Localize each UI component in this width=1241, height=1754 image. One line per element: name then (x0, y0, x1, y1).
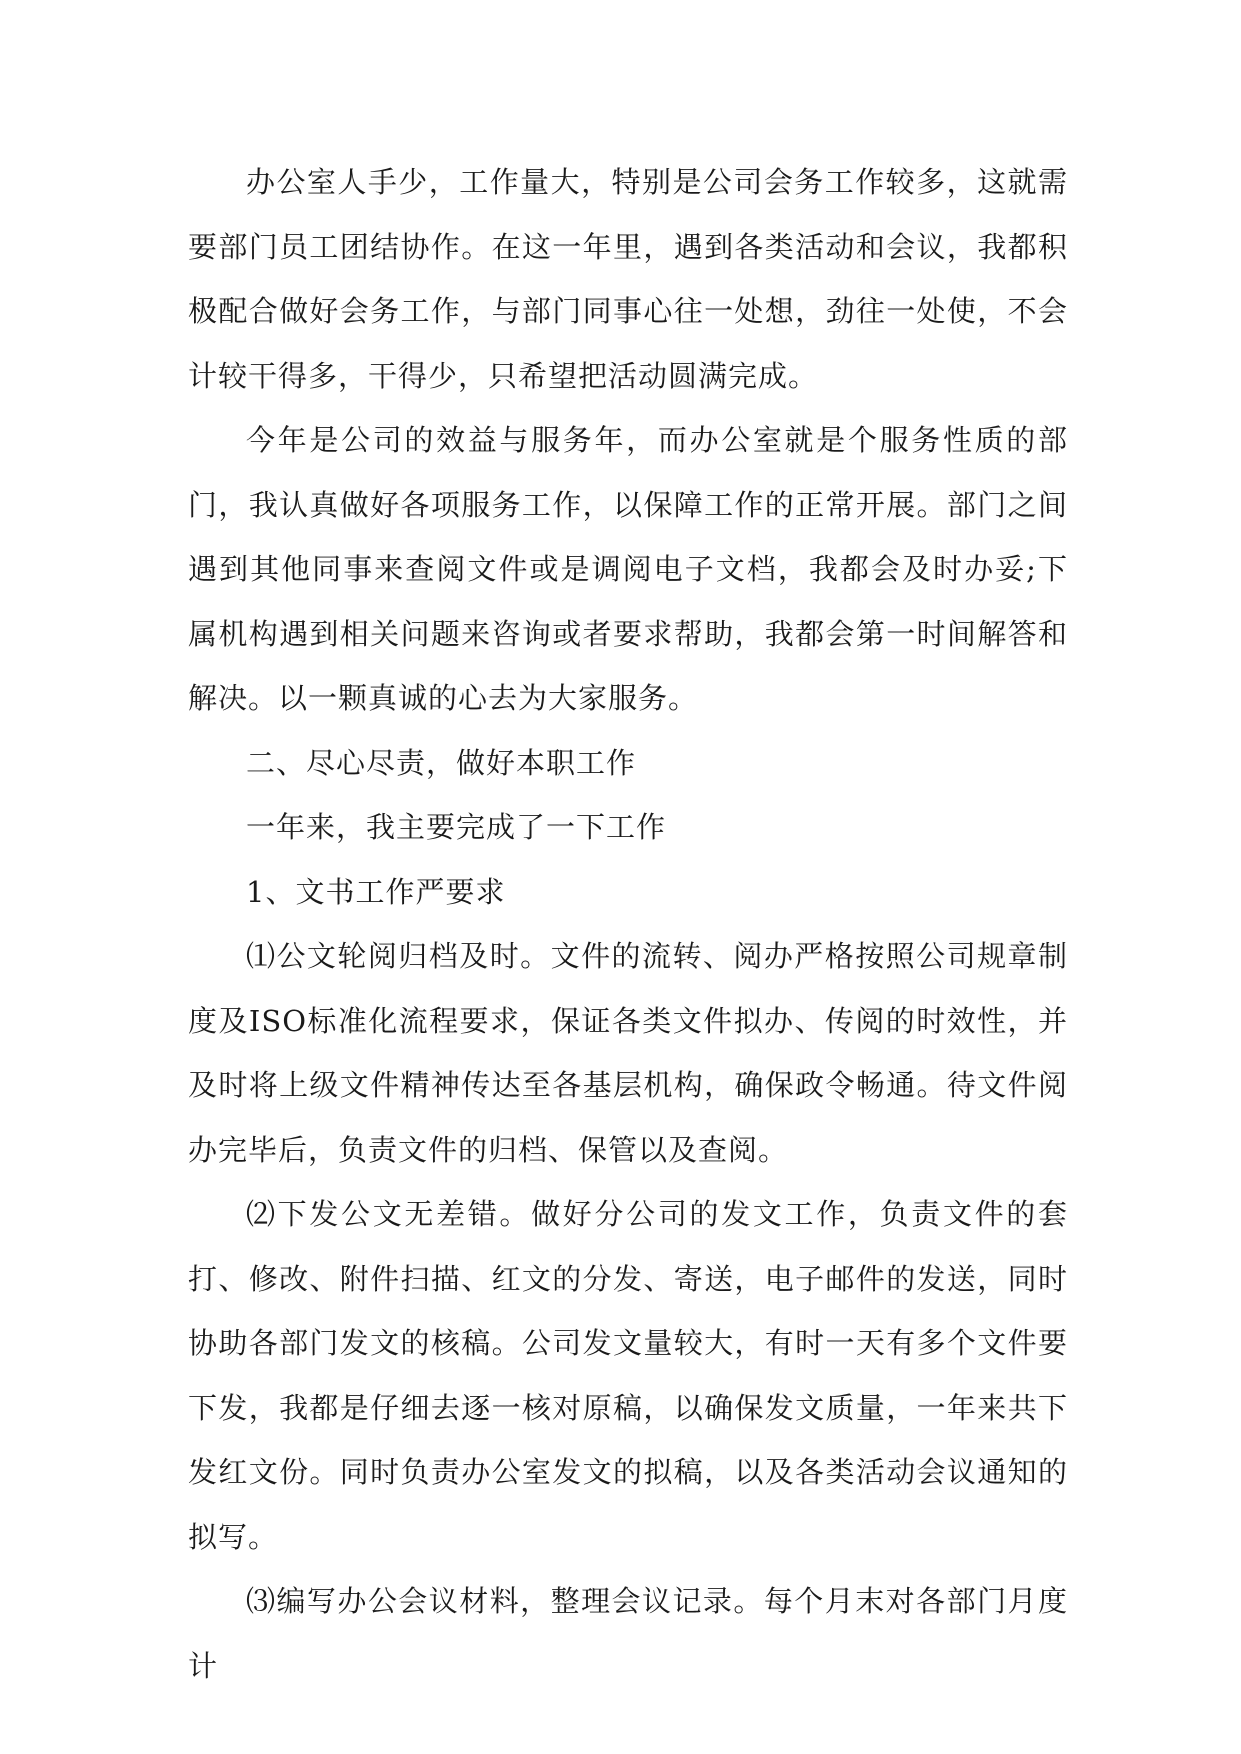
subheading-document-work: 1、文书工作严要求 (246, 874, 506, 909)
paragraph-item-2: ⑵下发公文无差错。做好分公司的发文工作，负责文件的套打、修改、附件扫描、红文的分发、寄送，电子邮件的发送，同时协助各部门发文的核稿。公司发文量较大，有时一天有多个文件要下发，我都是仔细去逐一核对原稿，以确保发文质量，一年来共下发红文份。同时负责办公室发文的拟稿，以及各类活动会议通知的拟写。 (188, 1197, 1068, 1554)
paragraph-teamwork: 办公室人手少，工作量大，特别是公司会务工作较多，这就需要部门员工团结协作。在这一年里，遇到各类活动和会议，我都积极配合做好会务工作，与部门同事心往一处想，劲往一处使，不会计较干得多，干得少，只希望把活动圆满完成。 (188, 165, 1068, 393)
paragraph-item-1: ⑴公文轮阅归档及时。文件的流转、阅办严格按照公司规章制度及ISO标准化流程要求，保证各类文件拟办、传阅的时效性，并及时将上级文件精神传达至各基层机构，确保政令畅通。待文件阅办完毕后，负责文件的归档、保管以及查阅。 (188, 939, 1068, 1167)
paragraph-work-intro: 一年来，我主要完成了一下工作 (246, 810, 667, 844)
section-heading-duties: 二、尽心尽责，做好本职工作 (246, 745, 637, 780)
paragraph-service: 今年是公司的效益与服务年，而办公室就是个服务性质的部门，我认真做好各项服务工作，以保障工作的正常开展。部门之间遇到其他同事来查阅文件或是调阅电子文档，我都会及时办妥;下属机构遇到相关问题来咨询或者要求帮助，我都会第一时间解答和解决。以一颗真诚的心去为大家服务。 (188, 423, 1068, 715)
paragraph-item-3: ⑶编写办公会议材料，整理会议记录。每个月末对各部门月度计 (188, 1584, 1068, 1683)
document-body (188, 150, 1068, 1698)
